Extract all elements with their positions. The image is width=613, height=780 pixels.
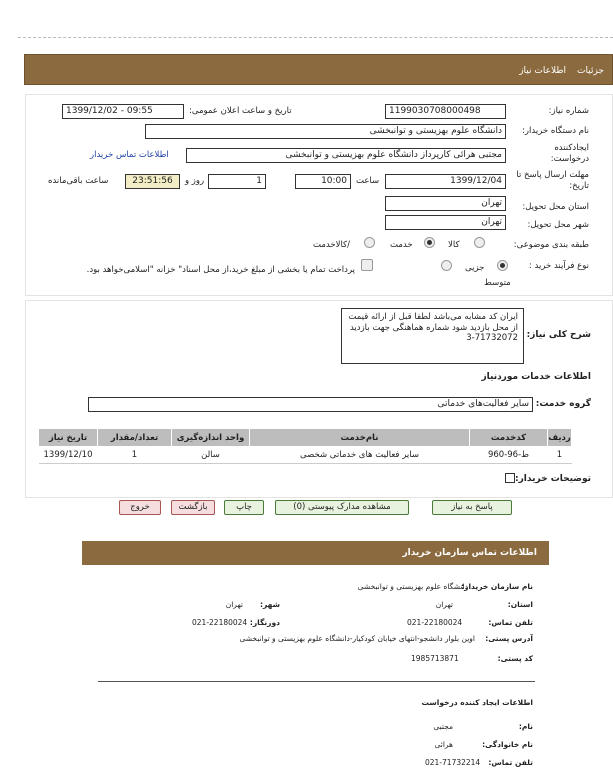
- cell-code: ط-96-960: [470, 447, 548, 464]
- process-medium-text: متوسط: [484, 278, 511, 288]
- creator-section-title: اطلاعات ایجاد کننده درخواست: [421, 698, 533, 707]
- cell-unit: سالن: [172, 447, 250, 464]
- description-text: ایران کد مشابه می‌باشد لطفا قبل از ارائه قیمت از محل بازدید شود شماره هماهنگی جهت بازدید 71732072-3: [341, 308, 524, 364]
- last-name-value: هرائی: [434, 740, 453, 749]
- first-name-value: مجتبی: [433, 722, 453, 731]
- contact-fax-value: 021-22180024: [192, 618, 248, 627]
- treasury-payment-checkbox[interactable]: [361, 259, 373, 271]
- col-name: نام‌خدمت: [250, 429, 470, 447]
- buyer-org-label: نام دستگاه خریدار:: [522, 126, 589, 136]
- service-group-field: سایر فعالیت‌های خدماتی: [88, 397, 533, 412]
- address-value: اوین بلوار دانشجو-انتهای خیابان کودکیار-دانشگاه علوم بهزیستی و توانبخشی: [239, 634, 475, 643]
- postal-value: 1985713871: [411, 654, 459, 663]
- announce-field: 1399/12/02 - 09:55: [62, 104, 184, 119]
- address-label: آدرس پستی:: [485, 634, 533, 643]
- exit-button[interactable]: خروج: [119, 500, 161, 515]
- contact-divider: [98, 681, 535, 682]
- contact-province-value: تهران: [435, 600, 453, 609]
- cell-row: 1: [548, 447, 572, 464]
- cell-date: 1399/12/10: [39, 447, 98, 464]
- print-button[interactable]: چاپ: [224, 500, 264, 515]
- contact-city-label: شهر:: [260, 600, 280, 609]
- col-row: ردیف: [548, 429, 572, 447]
- remaining-label: ساعت باقی‌مانده: [48, 176, 109, 186]
- buyer-org-field: دانشگاه علوم بهزیستی و توانبخشی: [145, 124, 506, 139]
- creator-label: ایجادکننده درخواست:: [550, 143, 589, 164]
- need-number-label: شماره نیاز:: [548, 106, 589, 116]
- table-row: [39, 447, 572, 464]
- col-date: تاریخ نیاز: [39, 429, 98, 447]
- last-name-label: نام خانوادگی:: [482, 740, 533, 749]
- need-number-field: 1199030708000498: [385, 104, 506, 119]
- city-field: تهران: [385, 215, 506, 230]
- days-field: 1: [208, 174, 266, 189]
- org-name-value: دانشگاه علوم بهزیستی و توانبخشی: [357, 582, 468, 591]
- postal-label: کد پستی:: [497, 654, 533, 663]
- category-goods-text: کالا: [448, 240, 460, 250]
- contact-fax-label: دورنگار:: [249, 618, 280, 627]
- services-section-title: اطلاعات خدمات مورد‌نیاز: [481, 372, 591, 382]
- top-divider: [18, 37, 613, 38]
- treasury-payment-note: پرداخت تمام یا بخشی از مبلغ خرید،از محل اسناد" خزانه "اسلامی‌خواهد بود.: [86, 265, 355, 275]
- province-label: استان محل تحویل:: [522, 202, 589, 212]
- back-button[interactable]: بازگشت: [171, 500, 215, 515]
- org-name-label: نام سازمان خریدار:: [461, 582, 533, 591]
- services-table: [38, 428, 572, 464]
- first-name-label: نام:: [518, 722, 533, 731]
- service-group-label: گروه خدمت:: [535, 399, 591, 409]
- deadline-date-field: 1399/12/04: [385, 174, 506, 189]
- contact-header-bar: [82, 541, 549, 565]
- deadline-time-field: 10:00: [295, 174, 351, 189]
- buyer-notes-label: توضیحات خریدار:: [515, 474, 591, 484]
- page-header-bar: [24, 54, 613, 85]
- city-label: شهر محل تحویل:: [527, 220, 589, 230]
- contact-title: اطلاعات تماس سازمان خریدار: [402, 548, 537, 558]
- contact-phone-value: 021-22180024: [407, 618, 463, 627]
- col-qty: تعداد/مقدار: [98, 429, 172, 447]
- buyer-notes-checkbox[interactable]: [505, 473, 515, 483]
- contact-phone-label: تلفن تماس:: [488, 618, 533, 627]
- process-medium-radio[interactable]: [441, 260, 452, 271]
- category-label: طبقه بندی موضوعی:: [513, 240, 589, 250]
- process-partial-radio[interactable]: [497, 260, 508, 271]
- col-code: کدخدمت: [470, 429, 548, 447]
- category-goods-radio[interactable]: [474, 237, 485, 248]
- cell-qty: 1: [98, 447, 172, 464]
- category-service-radio[interactable]: [424, 237, 435, 248]
- category-both-text: /کالاخدمت: [313, 240, 350, 250]
- attachments-button[interactable]: مشاهده مدارک پیوستی (0): [275, 500, 409, 515]
- buyer-contact-link[interactable]: اطلاعات تماس خریدار: [90, 150, 169, 160]
- contact-city-value: تهران: [225, 600, 243, 609]
- description-label: شرح کلی نیاز:: [526, 330, 591, 340]
- category-both-radio[interactable]: [364, 237, 375, 248]
- services-table-header: [39, 429, 572, 447]
- province-field: تهران: [385, 196, 506, 211]
- deadline-time-label: ساعت: [356, 176, 380, 186]
- cell-name: سایر فعالیت های خدماتی شخصی: [250, 447, 470, 464]
- creator-field: مجتبی هرائی کارپرداز دانشگاه علوم بهزیستی و توانبخشی: [186, 148, 506, 163]
- creator-phone-label: تلفن تماس:: [488, 758, 533, 767]
- days-label: روز و: [185, 176, 205, 186]
- announce-label: تاریخ و ساعت اعلان عمومی:: [189, 106, 292, 116]
- category-service-text: خدمت: [390, 240, 413, 250]
- contact-province-label: استان:: [507, 600, 533, 609]
- tab-need-info[interactable]: اطلاعات نیاز: [519, 66, 566, 76]
- creator-phone-value: 021-71732214: [425, 758, 481, 767]
- tab-details[interactable]: جزئیات: [577, 66, 604, 76]
- process-partial-text: جزیی: [465, 263, 485, 273]
- reply-button[interactable]: پاسخ به نیاز: [432, 500, 512, 515]
- col-unit: واحد اندازه‌گیری: [172, 429, 250, 447]
- deadline-label: مهلت ارسال پاسخ تا تاریخ:: [516, 170, 589, 191]
- process-label: نوع فرآیند خرید :: [528, 261, 589, 271]
- remaining-timer: 23:51:56: [125, 174, 180, 189]
